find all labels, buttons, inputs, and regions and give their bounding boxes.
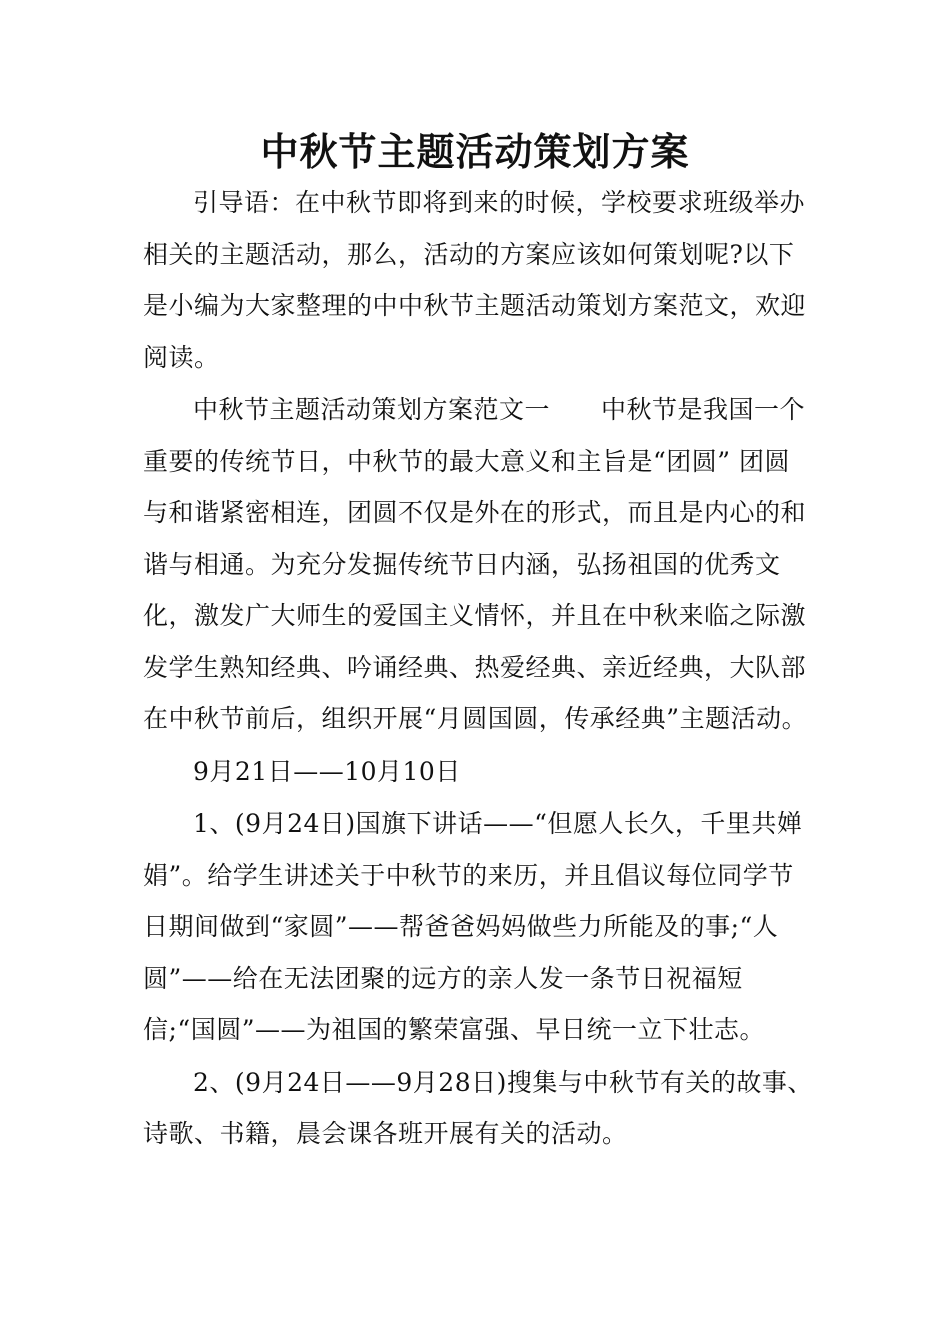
document-body — [143, 177, 813, 1160]
section-one-paragraph: 中秋节主题活动策划方案范文一 中秋节是我国一个重要的传统节日，中秋节的最大意义和主旨是“团圆” 团圆与和谐紧密相连，团圆不仅是外在的形式，而且是内心的和谐与相通。为充分发掘传统节日内涵，弘扬祖国的优秀文化，激发广大师生的爱国主义情怀，并且在中秋来临之际激发学生熟知经典、吟诵经典、热爱经典、亲近经典，大队部在中秋节前后，组织开展“月圆国圆，传承经典”主题活动。 — [143, 395, 808, 733]
intro-paragraph: 引导语：在中秋节即将到来的时候，学校要求班级举办相关的主题活动，那么，活动的方案应该如何策划呢?以下是小编为大家整理的中中秋节主题活动策划方案范文，欢迎阅读。 — [143, 188, 807, 372]
activity-two-paragraph: 2、(9月24日——9月28日)搜集与中秋节有关的故事、诗歌、书籍，晨会课各班开展有关的活动。 — [143, 1067, 813, 1148]
date-range-paragraph: 9月21日——10月10日 — [193, 756, 461, 786]
document-title: 中秋节主题活动策划方案 — [260, 130, 690, 174]
activity-one-paragraph: 1、(9月24日)国旗下讲话——“但愿人长久，千里共婵娟”。给学生讲述关于中秋节的来历，并且倡议每位同学节日期间做到“家圆”——帮爸爸妈妈做些力所能及的事;“人圆”——给在无法团聚的远方的亲人发一条节日祝福短信;“国圆”——为祖国的繁荣富强、早日统一立下壮志。 — [143, 809, 803, 1044]
